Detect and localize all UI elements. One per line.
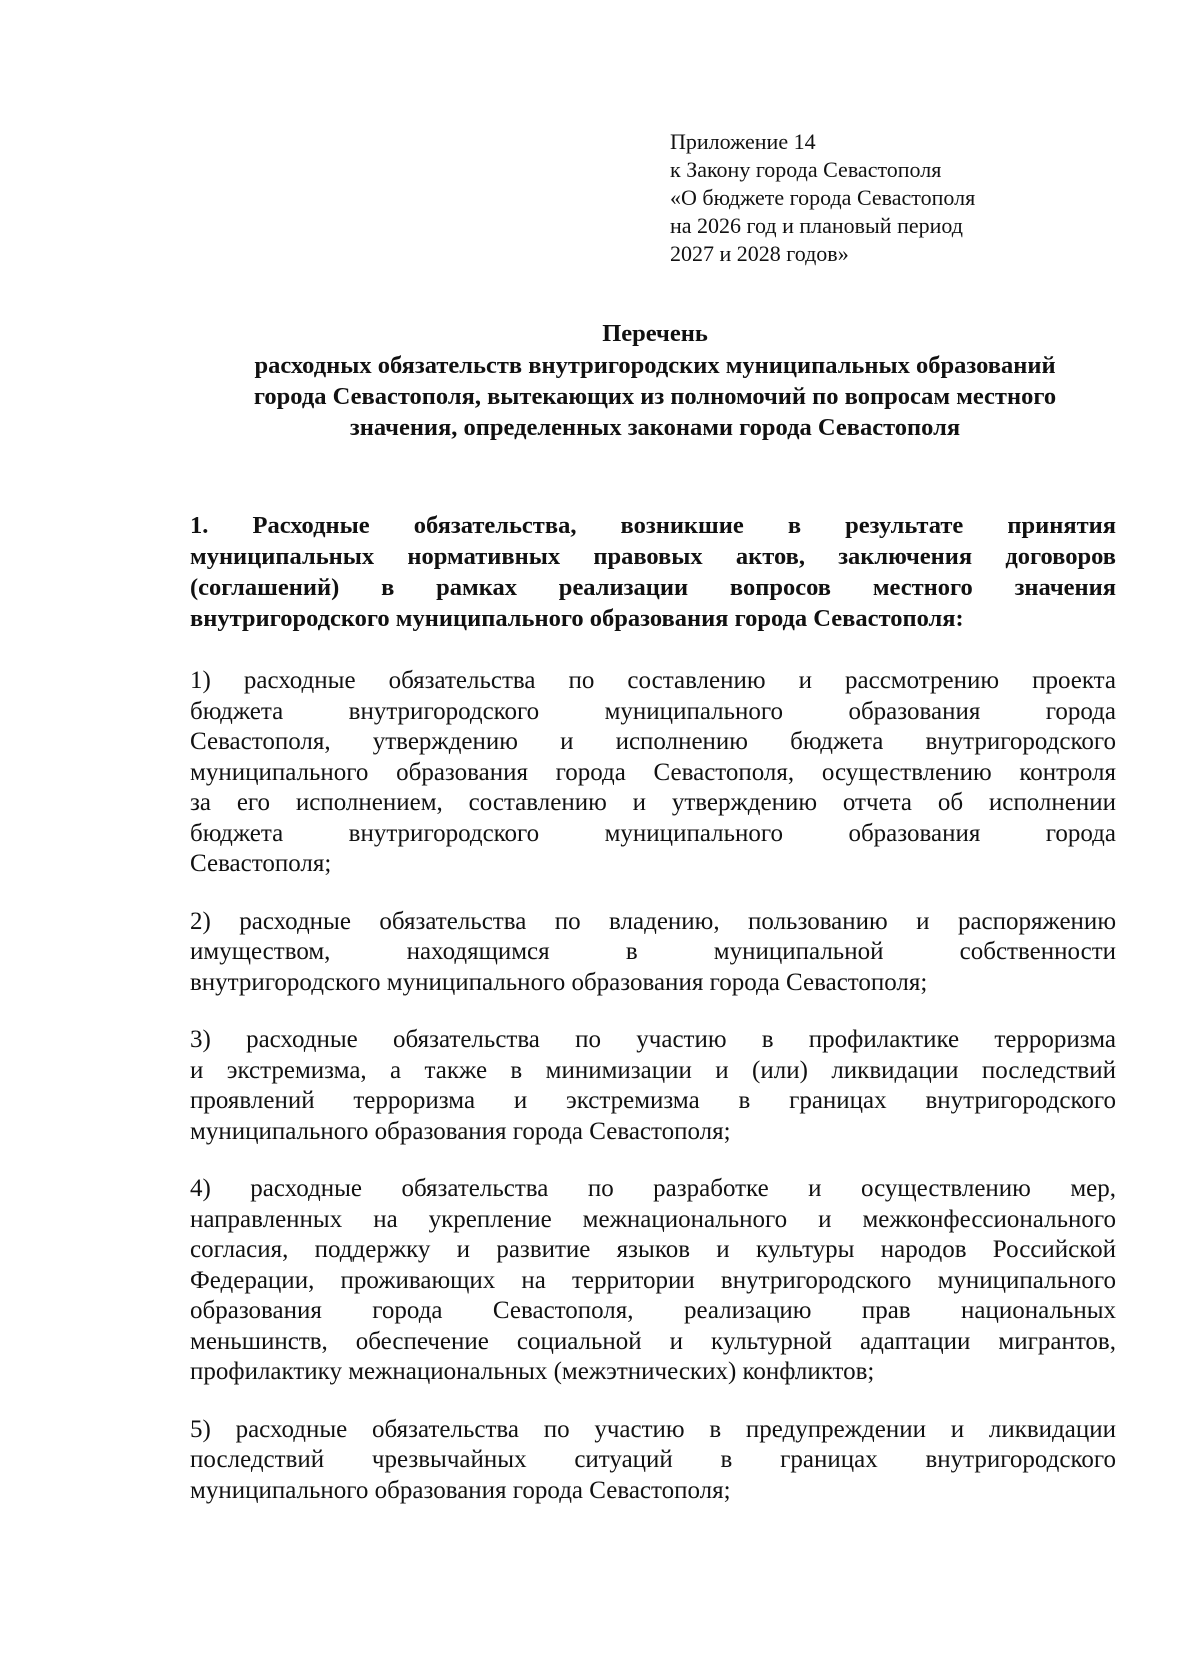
appendix-line: на 2026 год и плановый период	[670, 213, 963, 238]
item-line: 5) расходные обязательства по участию в предупреждении и ликвидации	[190, 1415, 1116, 1443]
item-line: 2) расходные обязательства по владению, пользованию и распоряжению	[190, 907, 1116, 935]
list-item-1	[190, 666, 1116, 880]
list-item-5	[190, 1415, 1116, 1507]
item-line: 4) расходные обязательства по разработке и осуществлению мер,	[190, 1175, 1116, 1202]
item-line: согласия, поддержку и развитие языков и культуры народов Российской	[190, 1236, 1116, 1263]
item-line: Севастополя, утверждению и исполнению бюджета внутригородского	[190, 728, 1116, 755]
item-line: профилактику межнациональных (межэтнических) конфликтов;	[190, 1358, 875, 1385]
item-line: за его исполнением, составлению и утверждению отчета об исполнении	[190, 789, 1116, 816]
item-line: проявлений терроризма и экстремизма в границах внутригородского	[190, 1087, 1116, 1114]
item-line: муниципального образования города Севастополя;	[190, 1117, 731, 1145]
section-1-heading	[190, 510, 1116, 634]
item-line: муниципального образования города Севастополя, осуществлению контроля	[190, 758, 1116, 786]
title-main: Перечень	[602, 320, 708, 347]
obligations-list	[190, 666, 1116, 1533]
item-line: Федерации, проживающих на территории внутригородского муниципального	[190, 1266, 1116, 1294]
appendix-line: «О бюджете города Севастополя	[670, 185, 976, 210]
list-item-4	[190, 1174, 1116, 1388]
item-line: последствий чрезвычайных ситуаций в границах внутригородского	[190, 1446, 1116, 1473]
appendix-reference	[670, 128, 1090, 268]
item-line: образования города Севастополя, реализацию прав национальных	[190, 1297, 1116, 1324]
item-line: 1) расходные обязательства по составлению и рассмотрению проекта	[190, 667, 1116, 694]
section-heading-line: внутригородского муниципального образования города Севастополя:	[190, 605, 964, 632]
item-line: имуществом, находящимся в муниципальной собственности	[190, 938, 1116, 965]
section-heading-line: (соглашений) в рамках реализации вопросов местного значения	[190, 574, 1116, 601]
appendix-line: к Закону города Севастополя	[670, 157, 942, 182]
section-heading-line: 1. Расходные обязательства, возникшие в результате принятия	[190, 512, 1116, 539]
appendix-line: 2027 и 2028 годов»	[670, 241, 849, 266]
title-line: расходных обязательств внутригородских муниципальных образований	[254, 352, 1056, 379]
item-line: направленных на укрепление межнационального и межконфессионального	[190, 1205, 1116, 1233]
item-line: бюджета внутригородского муниципального образования города	[190, 697, 1116, 725]
appendix-line: Приложение 14	[670, 129, 816, 154]
item-line: Севастополя;	[190, 850, 332, 877]
item-line: внутригородского муниципального образования города Севастополя;	[190, 968, 928, 996]
title-line: значения, определенных законами города Севастополя	[349, 414, 961, 441]
item-line: 3) расходные обязательства по участию в профилактике терроризма	[190, 1026, 1116, 1053]
title-line: города Севастополя, вытекающих из полномочий по вопросам местного	[253, 383, 1057, 410]
item-line: бюджета внутригородского муниципального образования города	[190, 819, 1116, 847]
item-line: меньшинств, обеспечение социальной и культурной адаптации мигрантов,	[190, 1327, 1116, 1355]
item-line: муниципального образования города Севастополя;	[190, 1476, 731, 1504]
item-line: и экстремизма, а также в минимизации и (или) ликвидации последствий	[190, 1056, 1116, 1084]
list-item-3	[190, 1025, 1116, 1147]
section-heading-line: муниципальных нормативных правовых актов, заключения договоров	[190, 543, 1116, 570]
document-title	[190, 318, 1120, 443]
list-item-2	[190, 907, 1116, 999]
